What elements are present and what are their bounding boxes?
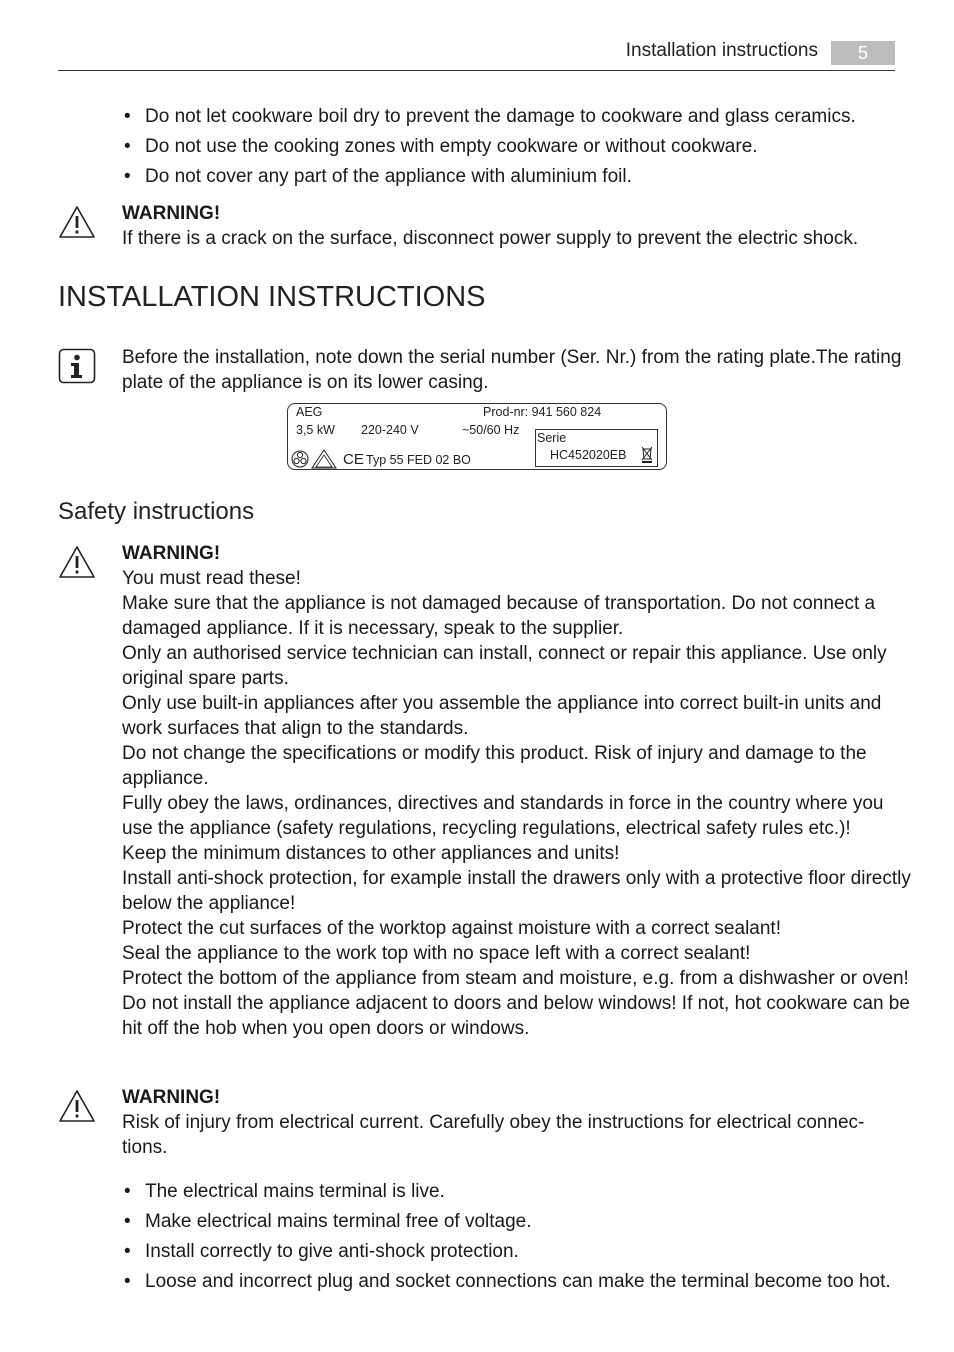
warning-text: Risk of injury from electrical current. Carefully obey the instructions for electrical connec- tions. xyxy=(122,1112,865,1158)
rating-plate xyxy=(287,403,667,470)
top-bullet-list xyxy=(122,102,856,192)
warning-heading: WARNING! xyxy=(122,203,221,224)
warning-triangle-icon xyxy=(58,205,96,239)
safety-line: Fully obey the laws, ordinances, directives and standards in force in the country where you use the appliance (safety regulations, recycling regulations, electrical safety rules etc.)! xyxy=(122,793,884,839)
warning-triangle-icon xyxy=(58,545,96,579)
list-item: • The electrical mains terminal is live. xyxy=(122,1177,891,1207)
list-item: • Loose and incorrect plug and socket connections can make the terminal become too hot. xyxy=(122,1267,891,1297)
plate-serie-label: Serie xyxy=(537,431,567,445)
plate-frequency: ~50/60 Hz xyxy=(462,423,520,437)
safety-line: Only use built-in appliances after you assemble the appliance into correct built-in units and work surfaces that align to the standards. xyxy=(122,693,882,739)
plate-typ: Typ 55 FED 02 BO xyxy=(366,453,471,467)
plate-voltage: 220-240 V xyxy=(361,423,419,437)
plate-ce-mark: CE xyxy=(343,451,364,468)
header-divider xyxy=(58,70,895,71)
warning-text: If there is a crack on the surface, disconnect power supply to prevent the electric shock. xyxy=(122,228,859,249)
plate-prod-nr: Prod-nr: 941 560 824 xyxy=(483,405,602,419)
list-item: • Do not cover any part of the appliance with aluminium foil. xyxy=(122,162,856,192)
vde-mark-icon xyxy=(311,449,337,469)
safety-line: Seal the appliance to the work top with no space left with a correct sealant! xyxy=(122,943,751,964)
page-number: 5 xyxy=(831,41,895,65)
warning-electric-block xyxy=(122,1085,912,1160)
safety-line: Protect the bottom of the appliance from steam and moisture, e.g. from a dishwasher or oven! xyxy=(122,968,909,989)
safety-line: Do not install the appliance adjacent to doors and below windows! If not, hot cookware can be hit off the hob when you open doors or windows. xyxy=(122,993,910,1039)
safety-line: Do not change the specifications or modify this product. Risk of injury and damage to the appliance. xyxy=(122,743,867,789)
section-title: INSTALLATION INSTRUCTIONS xyxy=(58,281,486,313)
list-item: • Make electrical mains terminal free of voltage. xyxy=(122,1207,891,1237)
info-text: Before the installation, note down the serial number (Ser. Nr.) from the rating plate.The rating plate of the appliance is on its lower casing. xyxy=(122,347,902,393)
safety-line: Make sure that the appliance is not damaged because of transportation. Do not connect a damaged appliance. If it is necessary, speak to the supplier. xyxy=(122,593,876,639)
warning-triangle-icon xyxy=(58,1089,96,1123)
safety-instructions-title: Safety instructions xyxy=(58,498,255,525)
safety-line: Protect the cut surfaces of the worktop against moisture with a correct sealant! xyxy=(122,918,781,939)
plate-power: 3,5 kW xyxy=(296,423,335,437)
bottom-bullet-list xyxy=(122,1177,891,1297)
warning-heading: WARNING! xyxy=(122,543,221,564)
info-icon xyxy=(58,348,96,384)
warning-crack-block xyxy=(122,201,912,251)
safety-line: You must read these! xyxy=(122,568,301,589)
list-item: • Install correctly to give anti-shock protection. xyxy=(122,1237,891,1267)
safety-line: Only an authorised service technician can install, connect or repair this appliance. Use only original spare parts. xyxy=(122,643,887,689)
list-item: • Do not use the cooking zones with empty cookware or without cookware. xyxy=(122,132,856,162)
plate-serie-box xyxy=(535,429,658,467)
safety-line: Keep the minimum distances to other appliances and units! xyxy=(122,843,620,864)
running-header-title: Installation instructions xyxy=(625,40,818,61)
warning-safety-block xyxy=(122,541,912,1041)
safety-line: Install anti-shock protection, for example install the drawers only with a protective floor directly below the appliance! xyxy=(122,868,911,914)
warning-heading: WARNING! xyxy=(122,1087,221,1108)
weee-bin-icon xyxy=(640,444,654,464)
approval-mark-icon xyxy=(290,449,310,469)
plate-brand: AEG xyxy=(296,405,323,419)
plate-serie-value: HC452020EB xyxy=(550,448,627,462)
list-item: • Do not let cookware boil dry to prevent the damage to cookware and glass ceramics. xyxy=(122,102,856,132)
